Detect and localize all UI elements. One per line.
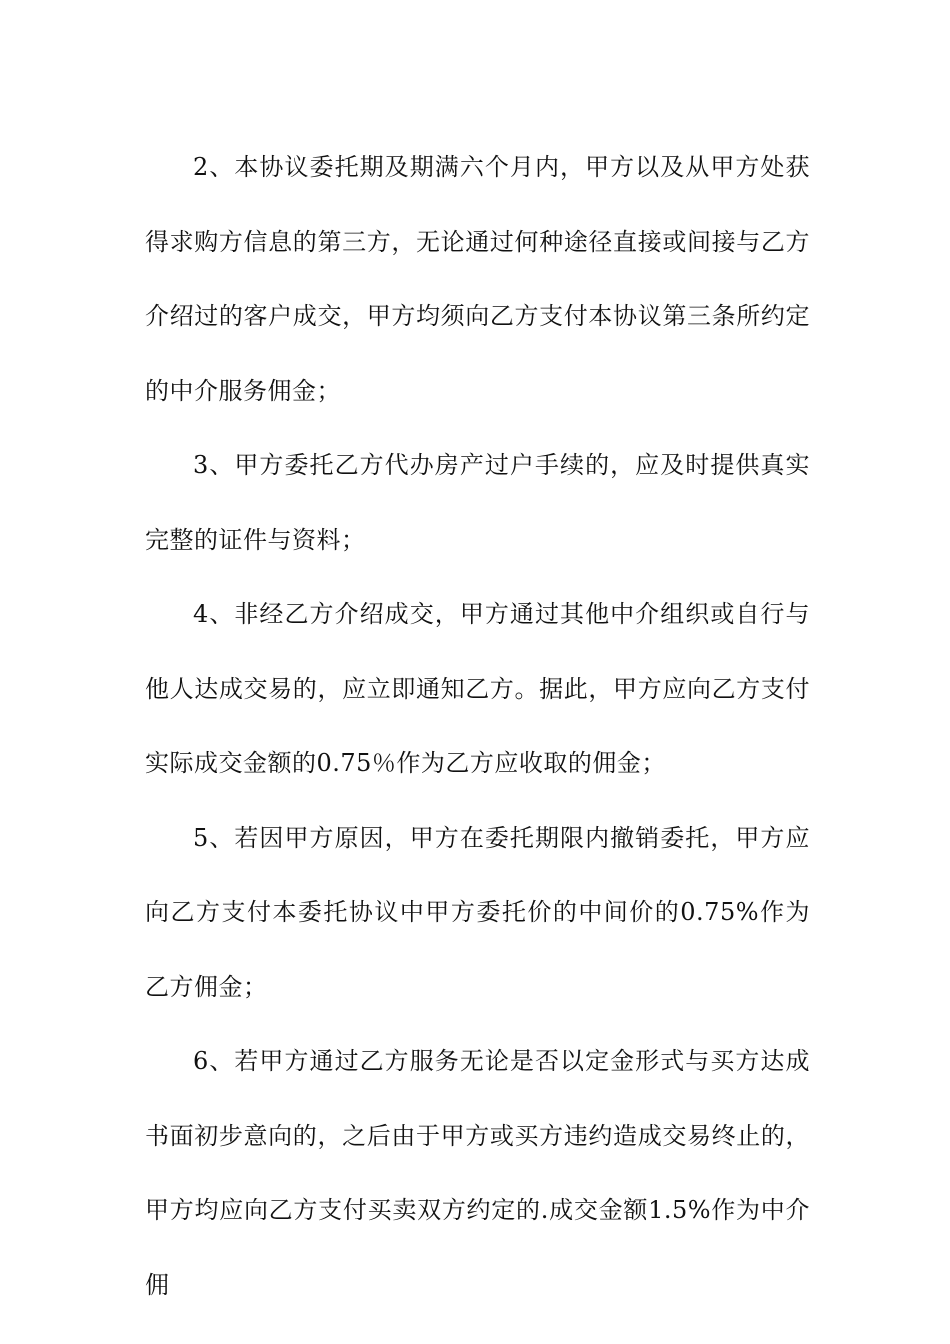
clause-3-paragraph: 3、甲方委托乙方代办房产过户手续的，应及时提供真实完整的证件与资料；: [145, 451, 810, 554]
clause-5-paragraph: 5、若因甲方原因，甲方在委托期限内撤销委托，甲方应向乙方支付本委托协议中甲方委托价的中间价的0.75%作为乙方佣金；: [145, 823, 810, 1001]
clause-4-paragraph: 4、非经乙方介绍成交，甲方通过其他中介组织或自行与他人达成交易的，应立即通知乙方。据此，甲方应向乙方支付实际成交金额的0.75％作为乙方应收取的佣金；: [145, 600, 810, 777]
document-body: [145, 130, 810, 1322]
clause-2-paragraph: 2、本协议委托期及期满六个月内，甲方以及从甲方处获得求购方信息的第三方，无论通过何种途径直接或间接与乙方介绍过的客户成交，甲方均须向乙方支付本协议第三条所约定的中介服务佣金；: [145, 153, 810, 405]
clause-6-paragraph: 6、若甲方通过乙方服务无论是否以定金形式与买方达成书面初步意向的，之后由于甲方或买方违约造成交易终止的，甲方均应向乙方支付买卖双方约定的.成交金额1.5%作为中介佣: [145, 1047, 810, 1299]
